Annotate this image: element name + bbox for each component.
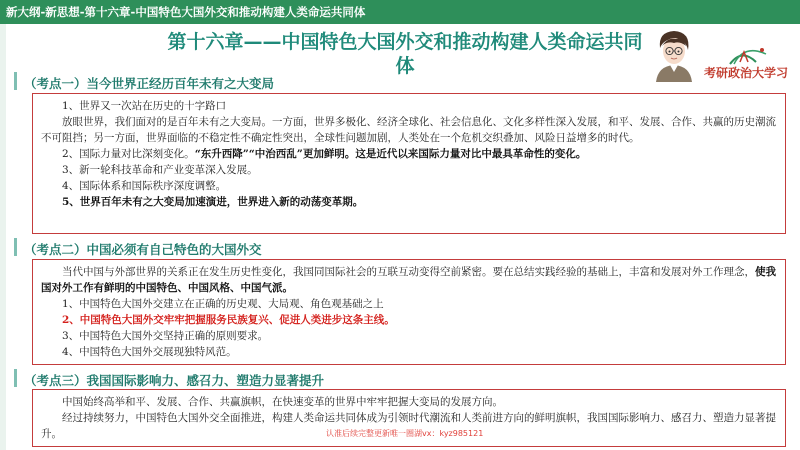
section1-header-bar (14, 72, 17, 90)
section3-paragraph: 经过持续努力，中国特色大国外交全面推进，构建人类命运共同体成为引领时代潮流和人类前进方向的鲜明旗帜，我国国际影响力、感召力、塑造力显著提升。 (41, 412, 776, 440)
brand-text: 考研政治大学习 (704, 66, 789, 80)
section2-paragraph-text: 当代中国与外部世界的关系正在发生历史性变化，我国同国际社会的互联互动变得空前紧密。要在总结实践经验的基础上，丰富和发展对外工作理念， (62, 266, 755, 278)
section3-header (14, 369, 514, 389)
section2-item1: 1、中国特色大国外交建立在正确的历史观、大局观、角色观基础之上 (62, 298, 384, 310)
section3-line1: 中国始终高举和平、发展、合作、共赢旗帜，在快速变革的世界中牢牢把握大变局的发展方向。 (62, 396, 503, 408)
chapter-title-line2: 体 (395, 55, 415, 77)
section2-header-bar (14, 238, 17, 256)
brand-emblem-icon (700, 42, 796, 66)
left-decor-strip (0, 24, 6, 450)
chapter-title (160, 30, 650, 78)
top-bar-title: 新大纲-新思想-第十六章-中国特色大国外交和推动构建人类命运共同体 (6, 5, 366, 19)
top-bar (0, 0, 800, 24)
section2-header-text: （考点二）中国必须有自己特色的大国外交 (24, 242, 262, 257)
brand-logo (700, 42, 796, 82)
section2-item3: 3、中国特色大国外交坚持正确的原则要求。 (62, 330, 269, 342)
section1-header (14, 72, 514, 92)
section2-item4: 4、中国特色大国外交展现独特风范。 (62, 346, 237, 358)
section1-item2-emphasis: “东升西降”“中治西乱”更加鲜明。这是近代以来国际力量对比中最具革命性的变化。 (194, 148, 587, 160)
section2-paragraph (41, 264, 777, 296)
section1-item5: 5、世界百年未有之大变局加速演进，世界进入新的动荡变革期。 (62, 196, 364, 208)
avatar-illustration (650, 26, 698, 82)
section1-item2 (41, 146, 777, 162)
section2-box (32, 259, 786, 365)
section2-paragraph-emphasis: 使我国对外工作有鲜明的中国特色、中国风格、中国气派。 (41, 266, 776, 294)
section2-item2: 2、中国特色大国外交牢牢把握服务民族复兴、促进人类进步这条主线。 (62, 314, 395, 326)
section3-header-text: （考点三）我国国际影响力、感召力、塑造力显著提升 (24, 373, 325, 388)
section1-item4: 4、国际体系和国际秩序深度调整。 (62, 180, 227, 192)
section1-item3: 3、新一轮科技革命和产业变革深入发展。 (62, 164, 258, 176)
section1-item2-prefix: 2、国际力量对比深刻变化。 (62, 148, 195, 160)
section3-header-bar (14, 369, 17, 387)
chapter-title-line1: 第十六章——中国特色大国外交和推动构建人类命运共同 (167, 31, 643, 53)
section2-header (14, 238, 514, 258)
section1-paragraph: 放眼世界，我们面对的是百年未有之大变局。一方面，世界多极化、经济全球化、社会信息化、文化多样性深入发展，和平、发展、合作、共赢的历史潮流不可阻挡；另一方面，世界面临的不稳定性不确定性突出，全球性问题加剧，人类处在一个危机交织叠加、风险日益增多的时代。 (41, 116, 776, 144)
section1-box (32, 93, 786, 234)
section1-header-text: （考点一）当今世界正经历百年未有之大变局 (24, 76, 275, 91)
section1-item1: 1、世界又一次站在历史的十字路口 (62, 100, 227, 112)
watermark-text: 认准后续完整更新唯一圈湖vx：kyz985121 (326, 429, 484, 438)
